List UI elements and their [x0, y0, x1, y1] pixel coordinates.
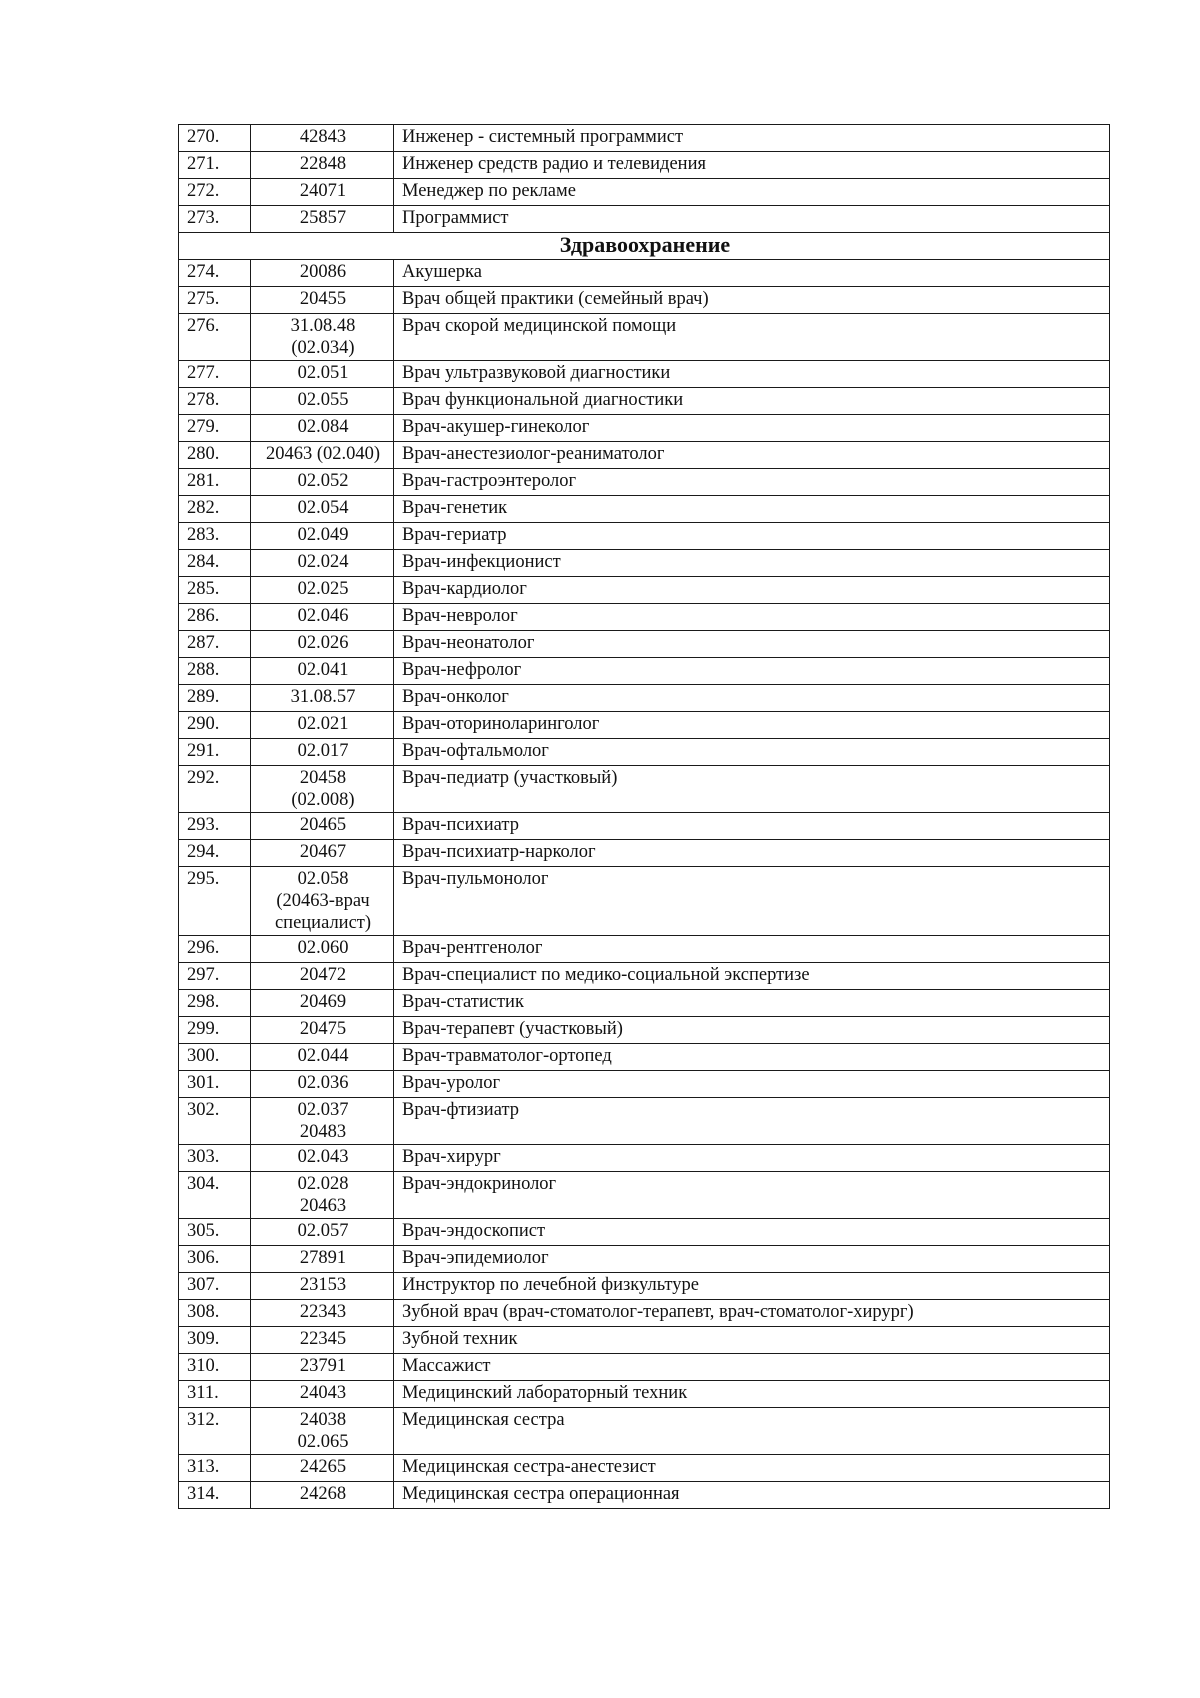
section-title: Здравоохранение [179, 233, 1110, 260]
table-row [179, 577, 1110, 604]
row-number-cell: 312. [179, 1408, 251, 1455]
row-number-cell: 291. [179, 739, 251, 766]
row-number-cell: 277. [179, 361, 251, 388]
row-number-cell: 300. [179, 1044, 251, 1071]
profession-code-cell: 20467 [251, 840, 394, 867]
profession-name-cell: Врач-нефролог [394, 658, 1110, 685]
profession-code-cell: 02.084 [251, 415, 394, 442]
table-row [179, 1071, 1110, 1098]
profession-name-cell: Врач-офтальмолог [394, 739, 1110, 766]
profession-code-cell: 25857 [251, 206, 394, 233]
table-row [179, 1145, 1110, 1172]
row-number-cell: 285. [179, 577, 251, 604]
row-number-cell: 290. [179, 712, 251, 739]
profession-code-cell: 02.051 [251, 361, 394, 388]
profession-code-cell: 20458 (02.008) [251, 766, 394, 813]
table-row [179, 867, 1110, 936]
profession-name-cell: Врач-рентгенолог [394, 936, 1110, 963]
table-row [179, 415, 1110, 442]
table-row [179, 1044, 1110, 1071]
profession-name-cell: Врач-гериатр [394, 523, 1110, 550]
profession-name-cell: Инженер средств радио и телевидения [394, 152, 1110, 179]
profession-name-cell: Медицинская сестра операционная [394, 1482, 1110, 1509]
table-row [179, 496, 1110, 523]
table-row [179, 1327, 1110, 1354]
table-row [179, 388, 1110, 415]
row-number-cell: 299. [179, 1017, 251, 1044]
table-row [179, 1172, 1110, 1219]
profession-name-cell: Врач-фтизиатр [394, 1098, 1110, 1145]
row-number-cell: 288. [179, 658, 251, 685]
profession-code-cell: 02.028 20463 [251, 1172, 394, 1219]
row-number-cell: 273. [179, 206, 251, 233]
profession-code-cell: 02.017 [251, 739, 394, 766]
profession-code-cell: 02.055 [251, 388, 394, 415]
table-row [179, 840, 1110, 867]
table-row [179, 739, 1110, 766]
row-number-cell: 276. [179, 314, 251, 361]
profession-name-cell: Врач-эндокринолог [394, 1172, 1110, 1219]
table-row [179, 813, 1110, 840]
table-row [179, 550, 1110, 577]
row-number-cell: 279. [179, 415, 251, 442]
row-number-cell: 282. [179, 496, 251, 523]
row-number-cell: 297. [179, 963, 251, 990]
row-number-cell: 302. [179, 1098, 251, 1145]
profession-name-cell: Врач-эндоскопист [394, 1219, 1110, 1246]
profession-code-cell: 20475 [251, 1017, 394, 1044]
table-row [179, 1354, 1110, 1381]
table-row [179, 314, 1110, 361]
profession-name-cell: Врач-онколог [394, 685, 1110, 712]
table-row [179, 1017, 1110, 1044]
row-number-cell: 294. [179, 840, 251, 867]
profession-name-cell: Врач-педиатр (участковый) [394, 766, 1110, 813]
profession-code-cell: 23153 [251, 1273, 394, 1300]
table-row [179, 1300, 1110, 1327]
table-row [179, 1381, 1110, 1408]
row-number-cell: 310. [179, 1354, 251, 1381]
profession-name-cell: Врач-гастроэнтеролог [394, 469, 1110, 496]
row-number-cell: 305. [179, 1219, 251, 1246]
profession-name-cell: Врач скорой медицинской помощи [394, 314, 1110, 361]
profession-code-cell: 22345 [251, 1327, 394, 1354]
table-row [179, 523, 1110, 550]
profession-code-cell: 20086 [251, 260, 394, 287]
profession-name-cell: Врач-психиатр [394, 813, 1110, 840]
profession-name-cell: Врач-терапевт (участковый) [394, 1017, 1110, 1044]
profession-code-cell: 24038 02.065 [251, 1408, 394, 1455]
row-number-cell: 274. [179, 260, 251, 287]
profession-code-cell: 02.060 [251, 936, 394, 963]
row-number-cell: 292. [179, 766, 251, 813]
row-number-cell: 271. [179, 152, 251, 179]
profession-name-cell: Массажист [394, 1354, 1110, 1381]
row-number-cell: 307. [179, 1273, 251, 1300]
profession-name-cell: Врач-травматолог-ортопед [394, 1044, 1110, 1071]
profession-code-cell: 02.026 [251, 631, 394, 658]
profession-name-cell: Врач-хирург [394, 1145, 1110, 1172]
profession-code-cell: 20472 [251, 963, 394, 990]
profession-name-cell: Программист [394, 206, 1110, 233]
profession-name-cell: Врач-кардиолог [394, 577, 1110, 604]
profession-code-cell: 02.049 [251, 523, 394, 550]
profession-code-cell: 22848 [251, 152, 394, 179]
table-row [179, 658, 1110, 685]
row-number-cell: 284. [179, 550, 251, 577]
table-row [179, 179, 1110, 206]
profession-name-cell: Врач-неонатолог [394, 631, 1110, 658]
profession-code-cell: 42843 [251, 125, 394, 152]
profession-name-cell: Менеджер по рекламе [394, 179, 1110, 206]
table-row [179, 936, 1110, 963]
profession-code-cell: 02.021 [251, 712, 394, 739]
profession-name-cell: Инструктор по лечебной физкультуре [394, 1273, 1110, 1300]
profession-code-cell: 02.024 [251, 550, 394, 577]
row-number-cell: 313. [179, 1455, 251, 1482]
table-row [179, 1408, 1110, 1455]
profession-code-cell: 02.041 [251, 658, 394, 685]
profession-name-cell: Врач-невролог [394, 604, 1110, 631]
table-row [179, 712, 1110, 739]
profession-code-cell: 02.036 [251, 1071, 394, 1098]
profession-code-cell: 02.037 20483 [251, 1098, 394, 1145]
profession-name-cell: Врач-специалист по медико-социальной экспертизе [394, 963, 1110, 990]
profession-code-cell: 24043 [251, 1381, 394, 1408]
table-row [179, 604, 1110, 631]
row-number-cell: 289. [179, 685, 251, 712]
profession-code-cell: 27891 [251, 1246, 394, 1273]
profession-name-cell: Врач ультразвуковой диагностики [394, 361, 1110, 388]
row-number-cell: 311. [179, 1381, 251, 1408]
profession-code-cell: 20465 [251, 813, 394, 840]
profession-code-cell: 02.054 [251, 496, 394, 523]
profession-code-cell: 02.025 [251, 577, 394, 604]
table-row [179, 125, 1110, 152]
table-row [179, 442, 1110, 469]
row-number-cell: 272. [179, 179, 251, 206]
table-row [179, 469, 1110, 496]
profession-name-cell: Медицинская сестра-анестезист [394, 1455, 1110, 1482]
row-number-cell: 298. [179, 990, 251, 1017]
professions-table-body [179, 125, 1110, 1509]
profession-name-cell: Медицинская сестра [394, 1408, 1110, 1455]
table-row [179, 1219, 1110, 1246]
table-row [179, 287, 1110, 314]
table-row [179, 361, 1110, 388]
profession-name-cell: Врач функциональной диагностики [394, 388, 1110, 415]
profession-code-cell: 02.052 [251, 469, 394, 496]
profession-code-cell: 31.08.57 [251, 685, 394, 712]
table-row [179, 766, 1110, 813]
row-number-cell: 303. [179, 1145, 251, 1172]
row-number-cell: 308. [179, 1300, 251, 1327]
profession-code-cell: 24268 [251, 1482, 394, 1509]
profession-name-cell: Врач-оториноларинголог [394, 712, 1110, 739]
row-number-cell: 306. [179, 1246, 251, 1273]
profession-code-cell: 02.057 [251, 1219, 394, 1246]
profession-code-cell: 02.044 [251, 1044, 394, 1071]
row-number-cell: 270. [179, 125, 251, 152]
profession-code-cell: 02.046 [251, 604, 394, 631]
table-row [179, 260, 1110, 287]
row-number-cell: 309. [179, 1327, 251, 1354]
table-row [179, 990, 1110, 1017]
profession-name-cell: Врач-анестезиолог-реаниматолог [394, 442, 1110, 469]
profession-name-cell: Врач-статистик [394, 990, 1110, 1017]
row-number-cell: 304. [179, 1172, 251, 1219]
row-number-cell: 314. [179, 1482, 251, 1509]
table-row [179, 152, 1110, 179]
section-header-row [179, 233, 1110, 260]
profession-code-cell: 24265 [251, 1455, 394, 1482]
profession-code-cell: 02.043 [251, 1145, 394, 1172]
profession-name-cell: Инженер - системный программист [394, 125, 1110, 152]
profession-code-cell: 02.058 (20463-врач специалист) [251, 867, 394, 936]
profession-name-cell: Врач-пульмонолог [394, 867, 1110, 936]
profession-code-cell: 20455 [251, 287, 394, 314]
table-row [179, 963, 1110, 990]
row-number-cell: 278. [179, 388, 251, 415]
row-number-cell: 275. [179, 287, 251, 314]
profession-code-cell: 24071 [251, 179, 394, 206]
row-number-cell: 286. [179, 604, 251, 631]
profession-name-cell: Медицинский лабораторный техник [394, 1381, 1110, 1408]
profession-name-cell: Зубной врач (врач-стоматолог-терапевт, врач-стоматолог-хирург) [394, 1300, 1110, 1327]
table-row [179, 685, 1110, 712]
profession-name-cell: Врач-акушер-гинеколог [394, 415, 1110, 442]
profession-code-cell: 20463 (02.040) [251, 442, 394, 469]
profession-name-cell: Врач-эпидемиолог [394, 1246, 1110, 1273]
row-number-cell: 281. [179, 469, 251, 496]
profession-name-cell: Врач общей практики (семейный врач) [394, 287, 1110, 314]
profession-name-cell: Врач-генетик [394, 496, 1110, 523]
profession-code-cell: 31.08.48 (02.034) [251, 314, 394, 361]
row-number-cell: 301. [179, 1071, 251, 1098]
row-number-cell: 293. [179, 813, 251, 840]
profession-name-cell: Зубной техник [394, 1327, 1110, 1354]
table-row [179, 1455, 1110, 1482]
profession-name-cell: Акушерка [394, 260, 1110, 287]
row-number-cell: 296. [179, 936, 251, 963]
profession-name-cell: Врач-психиатр-нарколог [394, 840, 1110, 867]
table-row [179, 1273, 1110, 1300]
profession-name-cell: Врач-уролог [394, 1071, 1110, 1098]
table-row [179, 1482, 1110, 1509]
row-number-cell: 295. [179, 867, 251, 936]
table-row [179, 1246, 1110, 1273]
profession-name-cell: Врач-инфекционист [394, 550, 1110, 577]
table-row [179, 1098, 1110, 1145]
profession-code-cell: 23791 [251, 1354, 394, 1381]
table-row [179, 631, 1110, 658]
profession-code-cell: 22343 [251, 1300, 394, 1327]
row-number-cell: 280. [179, 442, 251, 469]
professions-table [178, 124, 1110, 1509]
row-number-cell: 283. [179, 523, 251, 550]
row-number-cell: 287. [179, 631, 251, 658]
table-row [179, 206, 1110, 233]
profession-code-cell: 20469 [251, 990, 394, 1017]
